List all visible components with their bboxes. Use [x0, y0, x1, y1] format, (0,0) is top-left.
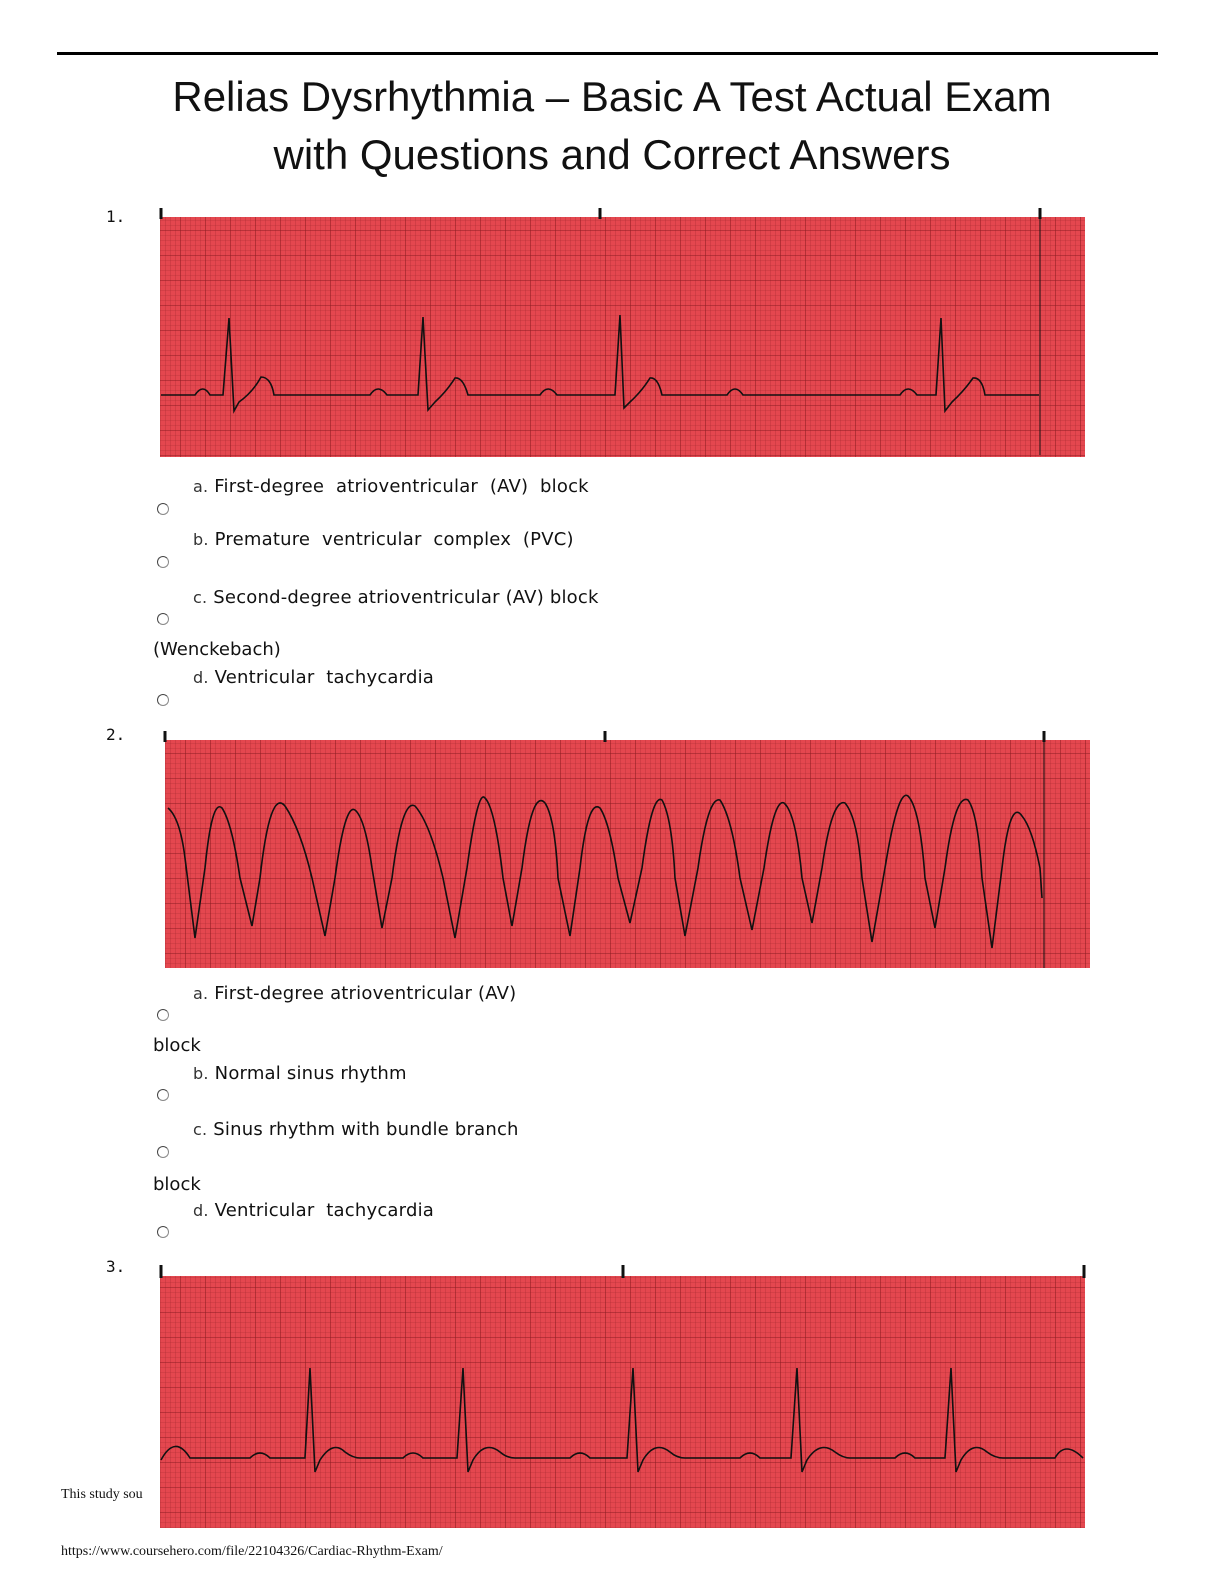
ecg-strip-q3	[155, 1262, 1090, 1530]
radio-q1-a[interactable]	[157, 503, 169, 515]
option-text: Normal sinus rhythm	[214, 1063, 407, 1084]
option-text: Sinus rhythm with bundle branch	[213, 1119, 519, 1140]
option-letter: a.	[193, 984, 209, 1003]
option-letter: a.	[193, 477, 209, 496]
option-q2-a-continued: block	[153, 1035, 201, 1056]
option-letter: c.	[193, 1120, 208, 1139]
option-q1-c-continued: (Wenckebach)	[153, 639, 281, 660]
option-text: Premature ventricular complex (PVC)	[214, 529, 574, 550]
question-number: 3.	[106, 1257, 126, 1276]
option-text: First-degree atrioventricular (AV)	[214, 983, 517, 1004]
option-letter: b.	[193, 1064, 209, 1083]
question-number: 2.	[106, 725, 126, 744]
option-text: Ventricular tachycardia	[214, 1200, 435, 1221]
footer-note: This study sou	[61, 1487, 143, 1502]
radio-q2-c[interactable]	[157, 1146, 169, 1158]
footer-url[interactable]: https://www.coursehero.com/file/22104326/Cardiac-Rhythm-Exam/	[61, 1544, 443, 1559]
option-q2-c-continued: block	[153, 1174, 201, 1195]
radio-q1-d[interactable]	[157, 694, 169, 706]
option-q1-b	[193, 529, 574, 550]
option-q1-d	[193, 667, 434, 688]
title-line-2: with Questions and Correct Answers	[273, 131, 951, 178]
radio-q2-b[interactable]	[157, 1089, 169, 1101]
page-title	[0, 68, 1224, 184]
radio-q2-d[interactable]	[157, 1226, 169, 1238]
option-text: Ventricular tachycardia	[214, 667, 435, 688]
option-q2-b	[193, 1063, 407, 1084]
option-q1-a	[193, 476, 589, 497]
option-letter: d.	[193, 1201, 209, 1220]
option-q2-d	[193, 1200, 434, 1221]
option-q2-c	[193, 1119, 519, 1140]
option-letter: d.	[193, 668, 209, 687]
option-q2-a	[193, 983, 516, 1004]
option-text: Second-degree atrioventricular (AV) block	[213, 587, 599, 608]
title-line-1: Relias Dysrhythmia – Basic A Test Actual Exam	[172, 73, 1052, 120]
radio-q2-a[interactable]	[157, 1009, 169, 1021]
option-text: First-degree atrioventricular (AV) block	[214, 476, 589, 497]
option-q1-c	[193, 587, 599, 608]
top-rule	[57, 52, 1158, 55]
question-number: 1.	[106, 207, 126, 226]
radio-q1-c[interactable]	[157, 613, 169, 625]
option-letter: b.	[193, 530, 209, 549]
ecg-strip-q2	[160, 728, 1095, 973]
radio-q1-b[interactable]	[157, 556, 169, 568]
ecg-strip-q1	[155, 205, 1090, 460]
option-letter: c.	[193, 588, 208, 607]
